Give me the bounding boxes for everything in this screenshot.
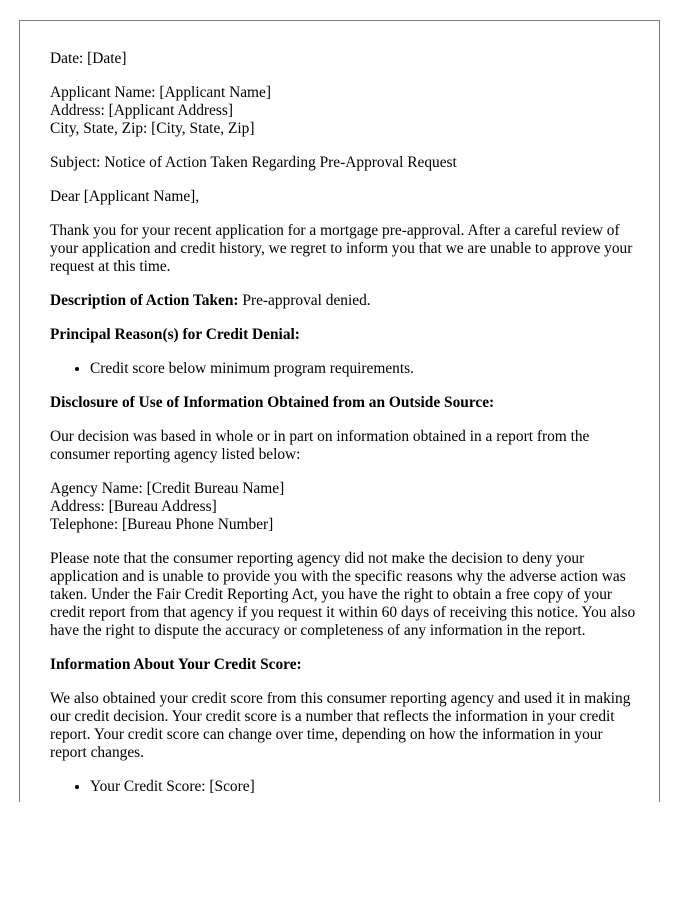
disclosure-heading-text: Disclosure of Use of Information Obtained from an Outside Source:: [50, 394, 495, 411]
reasons-heading-text: Principal Reason(s) for Credit Denial:: [50, 326, 300, 343]
action-taken-label: Description of Action Taken:: [50, 292, 239, 309]
action-taken-value: Pre-approval denied.: [238, 292, 371, 309]
score-paragraph: We also obtained your credit score from this consumer reporting agency and used it in making our credit decision. Your credit score is a number that reflects the information in your credit report. Your credit score can change over time, depending on how the information in your report changes.: [50, 690, 631, 761]
score-list: [50, 778, 636, 796]
disclosure-paragraph: Our decision was based in whole or in part on information obtained in a report from the consumer reporting agency listed below:: [50, 428, 590, 463]
applicant-city-line: City, State, Zip: [City, State, Zip]: [50, 120, 255, 137]
list-item: • Your Credit Score: [Score]: [90, 778, 636, 796]
intro-paragraph: Thank you for your recent application for a mortgage pre-approval. After a careful review of your application and credit history, we regret to inform you that we are unable to approve your request at this time.: [50, 222, 633, 275]
agency-phone-line: Telephone: [Bureau Phone Number]: [50, 516, 274, 533]
reasons-list: [50, 360, 636, 378]
notice-paragraph: Please note that the consumer reporting agency did not make the decision to deny your application and is unable to provide you with the specific reasons why the adverse action was taken. Under the Fair Credit Reporting Act, you have the right to obtain a free copy of your credit report from that agency if you request it within 60 days of receiving this notice. You also have the right to dispute the accuracy or completeness of any information in the report.: [50, 550, 636, 639]
agency-address-line: Address: [Bureau Address]: [50, 498, 217, 515]
score-heading: [50, 656, 636, 674]
letter-frame: [19, 20, 660, 802]
action-taken: [50, 292, 636, 310]
agency-name-line: Agency Name: [Credit Bureau Name]: [50, 480, 285, 497]
salutation: Dear [Applicant Name],: [50, 188, 200, 205]
list-item: • Credit score below minimum program requirements.: [90, 360, 636, 378]
applicant-name-line: Applicant Name: [Applicant Name]: [50, 84, 271, 101]
letter-body: [50, 50, 636, 802]
score-heading-text: Information About Your Credit Score:: [50, 656, 302, 673]
reasons-heading: [50, 326, 636, 344]
applicant-block: [50, 84, 636, 138]
applicant-address-line: Address: [Applicant Address]: [50, 102, 233, 119]
date-line: Date: [Date]: [50, 50, 127, 67]
subject-line: Subject: Notice of Action Taken Regarding Pre-Approval Request: [50, 154, 457, 171]
agency-block: [50, 480, 636, 534]
disclosure-heading: [50, 394, 636, 412]
